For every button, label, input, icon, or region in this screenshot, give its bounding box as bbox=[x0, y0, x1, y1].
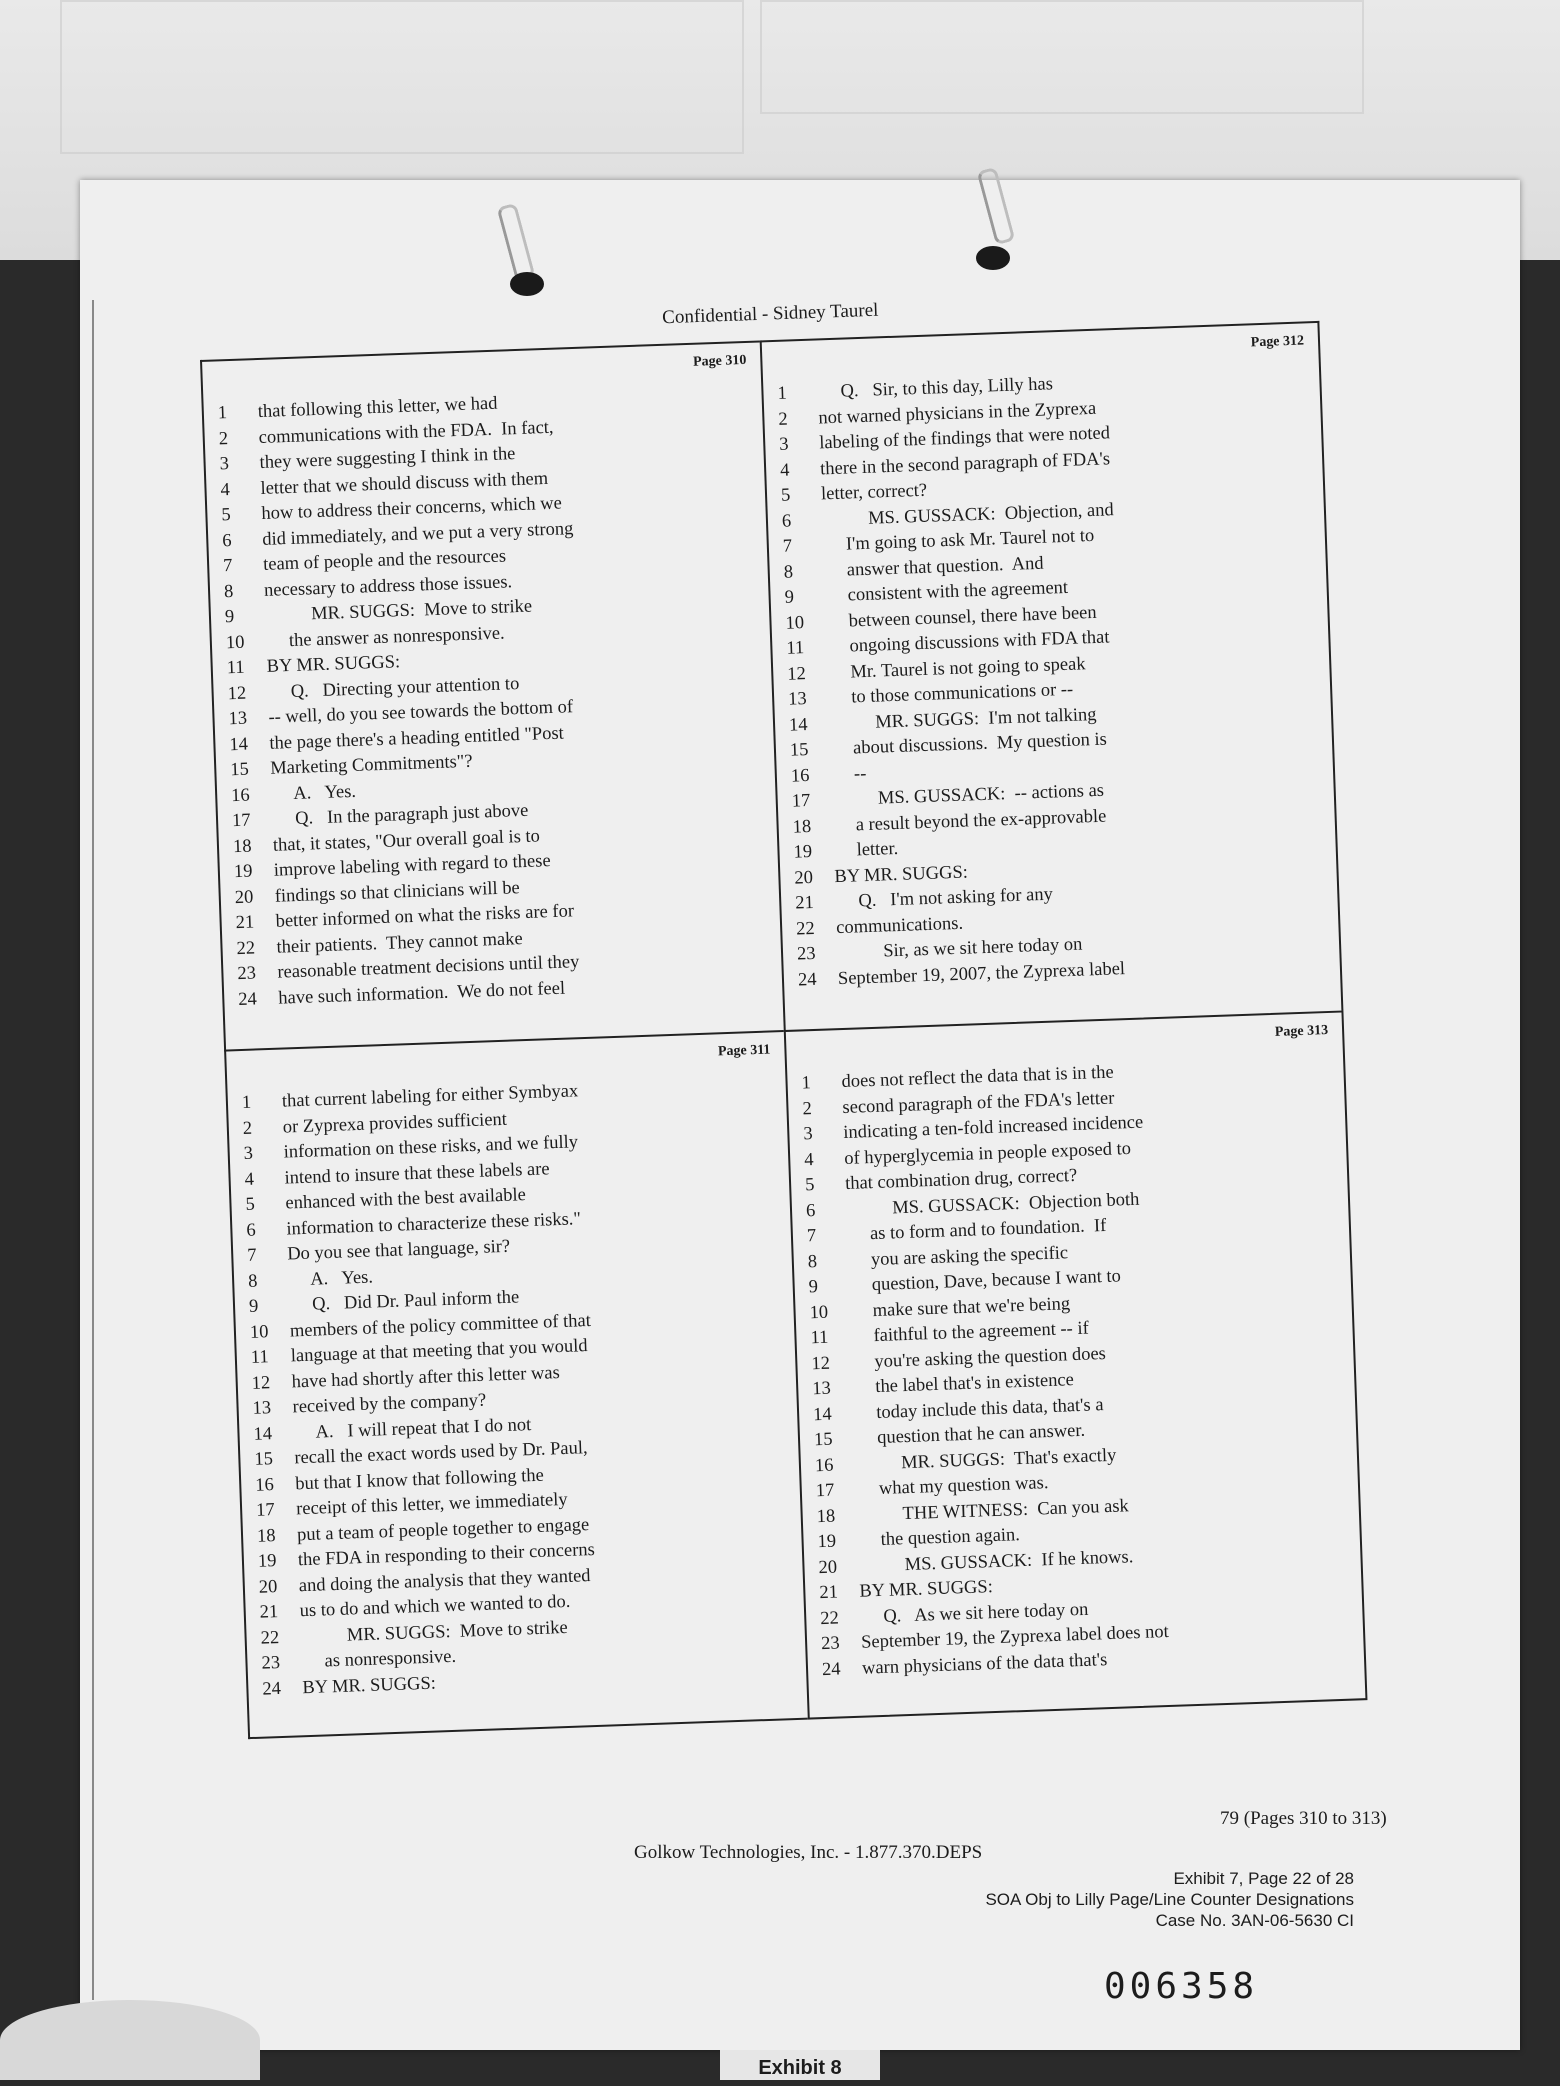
line-text: Q. Did Dr. Paul inform the bbox=[288, 1287, 520, 1316]
line-text: of hyperglycemia in people exposed to bbox=[843, 1138, 1132, 1169]
line-text: a result beyond the ex-approvable bbox=[832, 806, 1107, 836]
line-text: that current labeling for either Symbyax bbox=[281, 1081, 579, 1112]
line-text: indicating a ten-fold increased incidence bbox=[843, 1112, 1144, 1144]
line-text: put a team of people together to engage bbox=[296, 1514, 590, 1545]
line-text: better informed on what the risks are for bbox=[275, 901, 575, 932]
line-number: 12 bbox=[786, 663, 807, 685]
line-text: consistent with the agreement bbox=[824, 577, 1069, 607]
line-text: A. Yes. bbox=[287, 1267, 374, 1290]
line-number: 7 bbox=[782, 536, 793, 557]
line-number: 11 bbox=[786, 638, 805, 659]
transcript-lines bbox=[777, 363, 1330, 993]
transcript-lines bbox=[242, 1072, 797, 1702]
line-number: 24 bbox=[262, 1678, 282, 1700]
line-text: September 19, the Zyprexa label does not bbox=[860, 1621, 1170, 1653]
line-text: letter that we should discuss with them bbox=[260, 468, 549, 499]
line-number: 24 bbox=[821, 1658, 841, 1680]
exhibit-stamp-line: Exhibit 7, Page 22 of 28 bbox=[1173, 1869, 1354, 1888]
page-number-label: Page 311 bbox=[717, 1042, 771, 1060]
line-text: reasonable treatment decisions until they bbox=[277, 952, 580, 983]
line-number: 22 bbox=[819, 1607, 840, 1629]
line-text: the page there's a heading entitled "Post bbox=[269, 723, 565, 754]
line-text: recall the exact words used by Dr. Paul, bbox=[294, 1438, 588, 1469]
page-number-label: Page 310 bbox=[692, 352, 747, 370]
line-number: 3 bbox=[243, 1143, 254, 1164]
line-number: 1 bbox=[777, 383, 788, 404]
line-number: 16 bbox=[814, 1455, 834, 1476]
line-number: 6 bbox=[805, 1200, 816, 1221]
line-text: necessary to address those issues. bbox=[263, 571, 513, 601]
line-number: 17 bbox=[791, 790, 811, 812]
line-number: 24 bbox=[237, 988, 258, 1010]
line-text: second paragraph of the FDA's letter bbox=[842, 1088, 1115, 1118]
line-number: 9 bbox=[784, 587, 795, 608]
line-number: 15 bbox=[254, 1449, 274, 1470]
line-number: 21 bbox=[819, 1582, 839, 1604]
line-number: 20 bbox=[234, 886, 254, 908]
line-text: THE WITNESS: Can you ask bbox=[856, 1495, 1130, 1526]
line-text: members of the policy committee of that bbox=[289, 1310, 592, 1341]
line-text: Do you see that language, sir? bbox=[286, 1236, 511, 1265]
page-number-label: Page 312 bbox=[1250, 333, 1305, 351]
line-text: findings so that clinicians will be bbox=[274, 877, 521, 907]
line-number: 2 bbox=[242, 1118, 253, 1139]
exhibit-stamp bbox=[934, 1868, 1354, 1931]
background-object bbox=[0, 2000, 260, 2080]
line-number: 5 bbox=[804, 1175, 815, 1196]
line-text: warn physicians of the data that's bbox=[861, 1649, 1108, 1679]
line-text: that, it states, "Our overall goal is to bbox=[272, 825, 541, 856]
line-text: as to form and to foundation. If bbox=[846, 1215, 1107, 1245]
line-number: 5 bbox=[780, 485, 791, 506]
line-number: 1 bbox=[241, 1092, 252, 1113]
line-number: 1 bbox=[801, 1073, 812, 1094]
transcript-panel-page-313 bbox=[784, 1010, 1368, 1719]
line-number: 20 bbox=[818, 1557, 838, 1578]
line-number: 14 bbox=[812, 1404, 833, 1425]
line-number: 15 bbox=[229, 759, 250, 781]
line-text: Marketing Commitments"? bbox=[269, 751, 473, 779]
transcript-lines bbox=[801, 1053, 1354, 1683]
transcript-panel-page-312 bbox=[760, 321, 1344, 1030]
line-number: 11 bbox=[810, 1327, 829, 1349]
line-text: labeling of the findings that were noted bbox=[818, 423, 1111, 454]
line-number: 18 bbox=[232, 836, 252, 857]
line-text: BY MR. SUGGS: bbox=[302, 1673, 437, 1698]
line-number: 4 bbox=[244, 1169, 255, 1190]
line-number: 14 bbox=[788, 714, 808, 736]
line-number: 7 bbox=[806, 1226, 817, 1247]
line-number: 3 bbox=[778, 434, 789, 455]
line-text: MR. SUGGS: That's exactly bbox=[854, 1445, 1117, 1475]
line-text: MS. GUSSACK: -- actions as bbox=[831, 780, 1105, 811]
line-number: 9 bbox=[248, 1296, 259, 1317]
line-text: did immediately, and we put a very strong bbox=[261, 518, 574, 550]
line-text: between counsel, there have been bbox=[825, 602, 1097, 632]
line-text: letter, correct? bbox=[820, 480, 928, 505]
line-number: 13 bbox=[252, 1398, 272, 1419]
binder-hole-right bbox=[976, 246, 1010, 270]
line-text: team of people and the resources bbox=[262, 546, 507, 575]
line-number: 12 bbox=[251, 1372, 271, 1394]
line-text: but that I know that following the bbox=[294, 1465, 545, 1494]
line-number: 21 bbox=[259, 1602, 279, 1623]
line-number: 4 bbox=[220, 479, 231, 500]
line-text: MR. SUGGS: Move to strike bbox=[264, 596, 533, 626]
line-text: I'm going to ask Mr. Taurel not to bbox=[822, 525, 1095, 556]
line-number: 6 bbox=[246, 1220, 256, 1241]
line-text: MS. GUSSACK: Objection both bbox=[845, 1189, 1140, 1220]
line-number: 17 bbox=[255, 1500, 276, 1521]
ghost-form-box bbox=[60, 0, 744, 154]
document-header-title: Confidential - Sidney Taurel bbox=[661, 299, 879, 329]
line-number: 19 bbox=[817, 1531, 837, 1553]
line-text: intend to insure that these labels are bbox=[284, 1158, 550, 1189]
line-number: 17 bbox=[815, 1480, 835, 1502]
page-edge-shadow bbox=[92, 300, 94, 2000]
line-number: 6 bbox=[221, 530, 232, 551]
page-number-label: Page 313 bbox=[1274, 1023, 1329, 1040]
exhibit-stamp-line: Case No. 3AN-06-5630 CI bbox=[1155, 1911, 1354, 1930]
line-text: A. Yes. bbox=[270, 781, 357, 805]
line-number: 20 bbox=[794, 867, 814, 889]
line-text: MR. SUGGS: I'm not talking bbox=[828, 704, 1097, 734]
line-number: 14 bbox=[253, 1423, 273, 1445]
line-text: question, Dave, because I want to bbox=[848, 1266, 1122, 1296]
line-text: about discussions. My question is bbox=[829, 729, 1108, 760]
line-text: and doing the analysis that they wanted bbox=[298, 1565, 591, 1596]
line-text: Q. Sir, to this day, Lilly has bbox=[817, 374, 1054, 403]
line-number: 10 bbox=[225, 632, 245, 653]
line-number: 14 bbox=[229, 734, 249, 755]
line-number: 9 bbox=[808, 1277, 819, 1298]
line-text: A. I will repeat that I do not bbox=[293, 1414, 532, 1443]
line-number: 13 bbox=[228, 708, 248, 730]
line-text: September 19, 2007, the Zyprexa label bbox=[837, 958, 1126, 989]
line-number: 11 bbox=[250, 1347, 270, 1368]
line-text: communications with the FDA. In fact, bbox=[258, 417, 554, 448]
line-text: the label that's in existence bbox=[851, 1370, 1075, 1398]
line-number: 16 bbox=[230, 785, 251, 806]
line-number: 17 bbox=[231, 810, 251, 832]
line-text: not warned physicians in the Zyprexa bbox=[818, 398, 1097, 428]
line-text: have such information. We do not feel bbox=[277, 978, 566, 1009]
line-number: 5 bbox=[221, 505, 232, 526]
line-number: 4 bbox=[779, 460, 790, 481]
line-text: or Zyprexa provides sufficient bbox=[282, 1109, 508, 1138]
line-text: received by the company? bbox=[292, 1390, 487, 1418]
line-text: that combination drug, correct? bbox=[844, 1165, 1078, 1194]
line-number: 20 bbox=[258, 1576, 278, 1598]
line-number: 22 bbox=[260, 1627, 280, 1649]
line-text: today include this data, that's a bbox=[852, 1394, 1104, 1424]
line-text: answer that question. And bbox=[823, 553, 1044, 581]
line-text: Mr. Taurel is not going to speak bbox=[826, 653, 1086, 683]
line-number: 22 bbox=[236, 937, 256, 959]
line-text: the answer as nonresponsive. bbox=[265, 623, 505, 652]
line-number: 19 bbox=[233, 861, 253, 883]
line-number: 16 bbox=[790, 765, 810, 787]
line-text: MS. GUSSACK: Objection, and bbox=[821, 499, 1115, 530]
line-number: 13 bbox=[787, 689, 808, 710]
line-text: as nonresponsive. bbox=[301, 1646, 457, 1673]
line-text: Sir, as we sit here today on bbox=[836, 934, 1083, 964]
line-number: 23 bbox=[820, 1633, 841, 1655]
line-number: 2 bbox=[802, 1098, 813, 1119]
line-number: 15 bbox=[789, 740, 809, 761]
line-number: 8 bbox=[247, 1271, 258, 1292]
line-number: 10 bbox=[249, 1321, 269, 1343]
line-text: receipt of this letter, we immediately bbox=[295, 1489, 568, 1520]
line-number: 23 bbox=[796, 943, 816, 965]
line-text: the question again. bbox=[857, 1525, 1021, 1551]
transcript-lines bbox=[217, 383, 772, 1013]
line-number: 24 bbox=[797, 969, 817, 991]
line-text: there in the second paragraph of FDA's bbox=[819, 448, 1111, 479]
line-text: BY MR. SUGGS: bbox=[266, 652, 401, 677]
line-text: BY MR. SUGGS: bbox=[859, 1577, 994, 1602]
line-text: MR. SUGGS: Move to strike bbox=[300, 1617, 569, 1647]
binder-hole-left bbox=[510, 272, 544, 296]
line-text: ongoing discussions with FDA that bbox=[826, 627, 1110, 658]
line-text: communications. bbox=[835, 913, 964, 938]
line-number: 3 bbox=[803, 1124, 813, 1145]
line-number: 3 bbox=[219, 454, 230, 475]
bates-number: 006358 bbox=[1104, 1966, 1259, 2007]
line-text: information to characterize these risks." bbox=[286, 1208, 582, 1240]
line-text: Q. In the paragraph just above bbox=[271, 800, 529, 830]
line-number: 12 bbox=[811, 1353, 831, 1374]
line-text: BY MR. SUGGS: bbox=[834, 862, 969, 887]
line-text: how to address their concerns, which we bbox=[261, 493, 563, 524]
transcript-grid bbox=[200, 319, 1429, 1779]
line-number: 18 bbox=[792, 816, 812, 838]
line-number: 10 bbox=[785, 612, 805, 634]
line-number: 18 bbox=[256, 1525, 276, 1547]
line-text: what my question was. bbox=[855, 1473, 1049, 1500]
line-number: 18 bbox=[816, 1506, 836, 1527]
line-text: you're asking the question does bbox=[851, 1343, 1107, 1373]
line-number: 8 bbox=[783, 561, 794, 583]
line-text: improve labeling with regard to these bbox=[273, 851, 551, 881]
line-number: 7 bbox=[222, 555, 233, 577]
line-number: 9 bbox=[224, 606, 235, 628]
exhibit-tab: Exhibit 8 bbox=[720, 2050, 880, 2080]
line-number: 21 bbox=[794, 892, 815, 914]
line-number: 11 bbox=[226, 657, 245, 679]
line-text: Q. Directing your attention to bbox=[267, 673, 520, 703]
line-text: letter. bbox=[833, 838, 899, 862]
line-number: 2 bbox=[218, 428, 229, 449]
line-text: that following this letter, we had bbox=[257, 393, 498, 423]
line-number: 23 bbox=[261, 1653, 281, 1674]
line-number: 19 bbox=[257, 1551, 277, 1572]
transcript-panel-page-310 bbox=[200, 340, 784, 1049]
page-range-footer: 79 (Pages 310 to 313) bbox=[1220, 1808, 1387, 1829]
line-text: information on these risks, and we fully bbox=[283, 1132, 579, 1163]
line-number: 8 bbox=[223, 581, 234, 602]
line-number: 23 bbox=[237, 963, 257, 985]
line-text: enhanced with the best available bbox=[285, 1185, 527, 1214]
line-text: they were suggesting I think in the bbox=[259, 444, 516, 473]
court-reporter-footer: Golkow Technologies, Inc. - 1.877.370.DEPS bbox=[634, 1842, 983, 1863]
line-text: does not reflect the data that is in the bbox=[841, 1062, 1115, 1093]
line-text: MS. GUSSACK: If he knows. bbox=[858, 1546, 1134, 1577]
line-number: 21 bbox=[235, 912, 255, 934]
line-text: their patients. They cannot make bbox=[276, 928, 523, 958]
exhibit-stamp-line: SOA Obj to Lilly Page/Line Counter Designations bbox=[985, 1890, 1354, 1909]
line-number: 5 bbox=[245, 1194, 256, 1215]
line-number: 15 bbox=[813, 1429, 833, 1451]
line-number: 12 bbox=[227, 683, 247, 704]
line-number: 8 bbox=[807, 1251, 818, 1272]
line-number: 16 bbox=[254, 1474, 275, 1496]
line-text: -- bbox=[830, 763, 867, 785]
line-number: 1 bbox=[217, 403, 228, 424]
transcript-panel-page-311 bbox=[224, 1030, 808, 1739]
line-number: 22 bbox=[795, 918, 816, 940]
line-text: question that he can answer. bbox=[853, 1420, 1086, 1449]
line-text: make sure that we're being bbox=[849, 1293, 1071, 1322]
line-number: 4 bbox=[803, 1149, 814, 1170]
line-number: 6 bbox=[781, 510, 792, 532]
line-number: 10 bbox=[809, 1302, 829, 1323]
line-text: language at that meeting that you would bbox=[290, 1336, 588, 1367]
line-text: have had shortly after this letter was bbox=[291, 1362, 561, 1392]
line-number: 7 bbox=[246, 1245, 257, 1266]
line-text: Q. I'm not asking for any bbox=[834, 884, 1054, 913]
line-text: Q. As we sit here today on bbox=[859, 1599, 1089, 1628]
line-number: 2 bbox=[778, 409, 789, 430]
line-text: us to do and which we wanted to do. bbox=[299, 1591, 571, 1622]
line-text: the FDA in responding to their concerns bbox=[297, 1539, 596, 1571]
line-text: to those communications or -- bbox=[827, 679, 1074, 709]
line-text: faithful to the agreement -- if bbox=[850, 1318, 1090, 1347]
line-text: you are asking the specific bbox=[847, 1242, 1069, 1271]
line-number: 13 bbox=[811, 1378, 832, 1400]
ghost-form-box bbox=[760, 0, 1364, 114]
line-number: 19 bbox=[793, 841, 813, 863]
line-text: -- well, do you see towards the bottom of bbox=[268, 697, 574, 728]
